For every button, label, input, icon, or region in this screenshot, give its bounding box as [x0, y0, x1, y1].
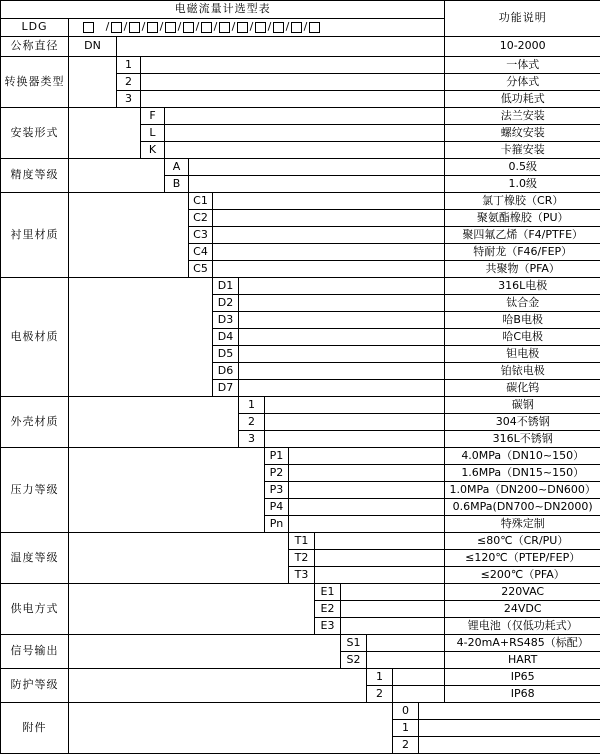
- code-box: [183, 22, 194, 33]
- spacer-cell: [239, 295, 445, 312]
- spacer-cell: [419, 720, 600, 737]
- code-cell: T3: [289, 567, 315, 584]
- spacer-cell: [315, 533, 445, 550]
- spacer-cell: [69, 533, 289, 584]
- code-cell: 3: [239, 431, 265, 448]
- code-cell: P1: [265, 448, 289, 465]
- table-row: [1, 533, 600, 550]
- spacer-cell: [213, 210, 445, 227]
- code-box: [147, 22, 158, 33]
- code-cell: E2: [315, 601, 341, 618]
- code-box: [83, 22, 94, 33]
- desc-cell: 4.0MPa（DN10~150）: [445, 448, 600, 465]
- desc-cell: 哈B电极: [445, 312, 600, 329]
- code-cell: C3: [189, 227, 213, 244]
- table-title: 电磁流量计选型表: [1, 1, 445, 19]
- slash-separator: /: [194, 21, 201, 33]
- desc-cell: 0.5级: [445, 159, 600, 176]
- code-cell: 2: [367, 686, 393, 703]
- code-cell: 1: [117, 57, 141, 74]
- spacer-cell: [289, 448, 445, 465]
- desc-cell: IP68: [445, 686, 600, 703]
- code-cell: D7: [213, 380, 239, 397]
- row-label-signal-output: 信号输出: [1, 635, 69, 669]
- desc-cell: 聚四氟乙烯（F4/PTFE）: [445, 227, 600, 244]
- table-row: [1, 193, 600, 210]
- row-label-mounting-type: 安装形式: [1, 108, 69, 159]
- desc-cell: 1.0MPa（DN200~DN600）: [445, 482, 600, 499]
- row-label-temperature-rating: 温度等级: [1, 533, 69, 584]
- code-cell: C5: [189, 261, 213, 278]
- slash-separator: /: [266, 21, 273, 33]
- spacer-cell: [239, 278, 445, 295]
- code-box: [309, 22, 320, 33]
- table-row: [1, 37, 600, 57]
- spacer-cell: [367, 652, 445, 669]
- row-label-protection-rating: 防护等级: [1, 669, 69, 703]
- slash-separator: /: [140, 21, 147, 33]
- desc-cell: 聚氨酯橡胶（PU）: [445, 210, 600, 227]
- spacer-cell: [341, 618, 445, 635]
- desc-cell: ≤200℃（PFA）: [445, 567, 600, 584]
- spacer-cell: [265, 431, 445, 448]
- code-cell: E1: [315, 584, 341, 601]
- code-cell: S2: [341, 652, 367, 669]
- code-box: [255, 22, 266, 33]
- spacer-cell: [213, 261, 445, 278]
- table-row: [1, 159, 600, 176]
- table-row: [1, 635, 600, 652]
- row-label-nominal-diameter: 公称直径: [1, 37, 69, 57]
- code-box: [237, 22, 248, 33]
- desc-cell: 法兰安装: [445, 108, 600, 125]
- spacer-cell: [141, 74, 445, 91]
- spacer-cell: [69, 635, 341, 669]
- code-box: [291, 22, 302, 33]
- code-cell: C1: [189, 193, 213, 210]
- slash-separator: /: [158, 21, 165, 33]
- slash-separator: /: [284, 21, 291, 33]
- row-label-power-supply: 供电方式: [1, 584, 69, 635]
- spacer-cell: [69, 669, 367, 703]
- spacer-cell: [393, 669, 445, 686]
- spacer-cell: [289, 516, 445, 533]
- desc-cell: ≤80℃（CR/PU）: [445, 533, 600, 550]
- spacer-cell: [289, 482, 445, 499]
- desc-cell: 钛合金: [445, 295, 600, 312]
- slash-separator: /: [104, 21, 111, 33]
- code-pattern-cells: [69, 19, 445, 37]
- code-box: [201, 22, 212, 33]
- row-label-accuracy-class: 精度等级: [1, 159, 69, 193]
- slash-separator: /: [122, 21, 129, 33]
- code-cell: D2: [213, 295, 239, 312]
- spacer-cell: [239, 363, 445, 380]
- table-row: [1, 669, 600, 686]
- code-cell: D4: [213, 329, 239, 346]
- desc-cell: 钽电极: [445, 346, 600, 363]
- spacer-cell: [69, 397, 239, 448]
- code-cell: D5: [213, 346, 239, 363]
- code-cell: 2: [117, 74, 141, 91]
- desc-cell: 哈C电极: [445, 329, 600, 346]
- code-box: [219, 22, 230, 33]
- desc-cell: HART: [445, 652, 600, 669]
- spacer-cell: [367, 635, 445, 652]
- code-cell: 2: [393, 737, 419, 754]
- spacer-cell: [189, 159, 445, 176]
- code-cell: D1: [213, 278, 239, 295]
- code-cell: D6: [213, 363, 239, 380]
- desc-cell: 4-20mA+RS485（标配）: [445, 635, 600, 652]
- spacer-cell: [341, 601, 445, 618]
- desc-cell: 一体式: [445, 57, 600, 74]
- spacer-cell: [69, 193, 189, 278]
- code-cell: 1: [367, 669, 393, 686]
- table-row: [1, 584, 600, 601]
- spacer-cell: [117, 37, 445, 57]
- row-label-converter-type: 转换器类型: [1, 57, 69, 108]
- code-box: [111, 22, 122, 33]
- code-cell: B: [165, 176, 189, 193]
- spacer-cell: [315, 567, 445, 584]
- table-row: [1, 397, 600, 414]
- spacer-cell: [213, 193, 445, 210]
- desc-cell: 1.6MPa（DN15~150）: [445, 465, 600, 482]
- code-cell: A: [165, 159, 189, 176]
- desc-cell: 锂电池（仅低功耗式）: [445, 618, 600, 635]
- spacer-cell: [69, 159, 165, 193]
- spacer-cell: [69, 57, 117, 108]
- spacer-cell: [165, 142, 445, 159]
- desc-cell: 氯丁橡胶（CR）: [445, 193, 600, 210]
- spacer-cell: [141, 91, 445, 108]
- spacer-cell: [141, 57, 445, 74]
- desc-cell: 铂铱电极: [445, 363, 600, 380]
- table-header-row: [1, 1, 600, 19]
- desc-cell: 10-2000: [445, 37, 600, 57]
- desc-cell: ≤120℃（PTEP/FEP）: [445, 550, 600, 567]
- spacer-cell: [289, 499, 445, 516]
- row-label-electrode-material: 电极材质: [1, 278, 69, 397]
- spacer-cell: [315, 550, 445, 567]
- desc-cell: 螺纹安装: [445, 125, 600, 142]
- desc-cell: 碳钢: [445, 397, 600, 414]
- code-cell: P3: [265, 482, 289, 499]
- spacer-cell: [239, 312, 445, 329]
- code-cell: T2: [289, 550, 315, 567]
- code-box: [129, 22, 140, 33]
- desc-cell: 316L不锈钢: [445, 431, 600, 448]
- spacer-cell: [239, 329, 445, 346]
- description-header: 功能说明: [445, 1, 600, 37]
- spacer-cell: [265, 397, 445, 414]
- code-cell-dn: DN: [69, 37, 117, 57]
- spacer-cell: [165, 125, 445, 142]
- spacer-cell: [393, 686, 445, 703]
- desc-cell: 316L电极: [445, 278, 600, 295]
- desc-cell: IP65: [445, 669, 600, 686]
- table-row: [1, 108, 600, 125]
- desc-cell: 24VDC: [445, 601, 600, 618]
- desc-cell: 卡箍安装: [445, 142, 600, 159]
- slash-separator: /: [212, 21, 219, 33]
- spacer-cell: [239, 346, 445, 363]
- table-row: [1, 278, 600, 295]
- spacer-cell: [213, 244, 445, 261]
- desc-cell: 304不锈钢: [445, 414, 600, 431]
- spacer-cell: [419, 737, 600, 754]
- spacer-cell: [265, 414, 445, 431]
- spacer-cell: [69, 703, 393, 754]
- code-cell: K: [141, 142, 165, 159]
- row-label-accessories: 附件: [1, 703, 69, 754]
- code-cell: 3: [117, 91, 141, 108]
- spacer-cell: [189, 176, 445, 193]
- code-cell: Pn: [265, 516, 289, 533]
- row-label-housing-material: 外壳材质: [1, 397, 69, 448]
- spacer-cell: [213, 227, 445, 244]
- desc-cell: 低功耗式: [445, 91, 600, 108]
- code-cell: P4: [265, 499, 289, 516]
- table-row: [1, 448, 600, 465]
- slash-separator: /: [176, 21, 183, 33]
- table-row: [1, 703, 600, 720]
- desc-cell: 共聚物（PFA）: [445, 261, 600, 278]
- desc-cell: 分体式: [445, 74, 600, 91]
- code-cell: C2: [189, 210, 213, 227]
- desc-cell: 0.6MPa(DN700~DN2000): [445, 499, 600, 516]
- desc-cell: 220VAC: [445, 584, 600, 601]
- code-cell: T1: [289, 533, 315, 550]
- code-cell: 0: [393, 703, 419, 720]
- model-prefix: LDG: [1, 19, 69, 37]
- table-row: [1, 57, 600, 74]
- code-cell: C4: [189, 244, 213, 261]
- code-cell: 1: [239, 397, 265, 414]
- code-cell: 1: [393, 720, 419, 737]
- slash-separator: /: [248, 21, 255, 33]
- slash-separator: /: [302, 21, 309, 33]
- code-cell: S1: [341, 635, 367, 652]
- desc-cell: 碳化钨: [445, 380, 600, 397]
- code-box: [273, 22, 284, 33]
- spacer-cell: [69, 108, 141, 159]
- slash-separator: /: [230, 21, 237, 33]
- spacer-cell: [341, 584, 445, 601]
- spacer-cell: [69, 448, 265, 533]
- code-cell: E3: [315, 618, 341, 635]
- spacer-cell: [289, 465, 445, 482]
- code-pattern-line: [69, 19, 444, 36]
- spacer-cell: [69, 584, 315, 635]
- code-cell: D3: [213, 312, 239, 329]
- spacer-cell: [419, 703, 600, 720]
- desc-cell: 1.0级: [445, 176, 600, 193]
- code-cell: 2: [239, 414, 265, 431]
- code-cell: L: [141, 125, 165, 142]
- code-box: [165, 22, 176, 33]
- spacer-cell: [165, 108, 445, 125]
- row-label-pressure-rating: 压力等级: [1, 448, 69, 533]
- desc-cell: 特殊定制: [445, 516, 600, 533]
- spacer-cell: [239, 380, 445, 397]
- row-label-lining-material: 衬里材质: [1, 193, 69, 278]
- desc-cell: 特耐龙（F46/FEP）: [445, 244, 600, 261]
- spacer-cell: [69, 278, 213, 397]
- code-cell: F: [141, 108, 165, 125]
- code-cell: P2: [265, 465, 289, 482]
